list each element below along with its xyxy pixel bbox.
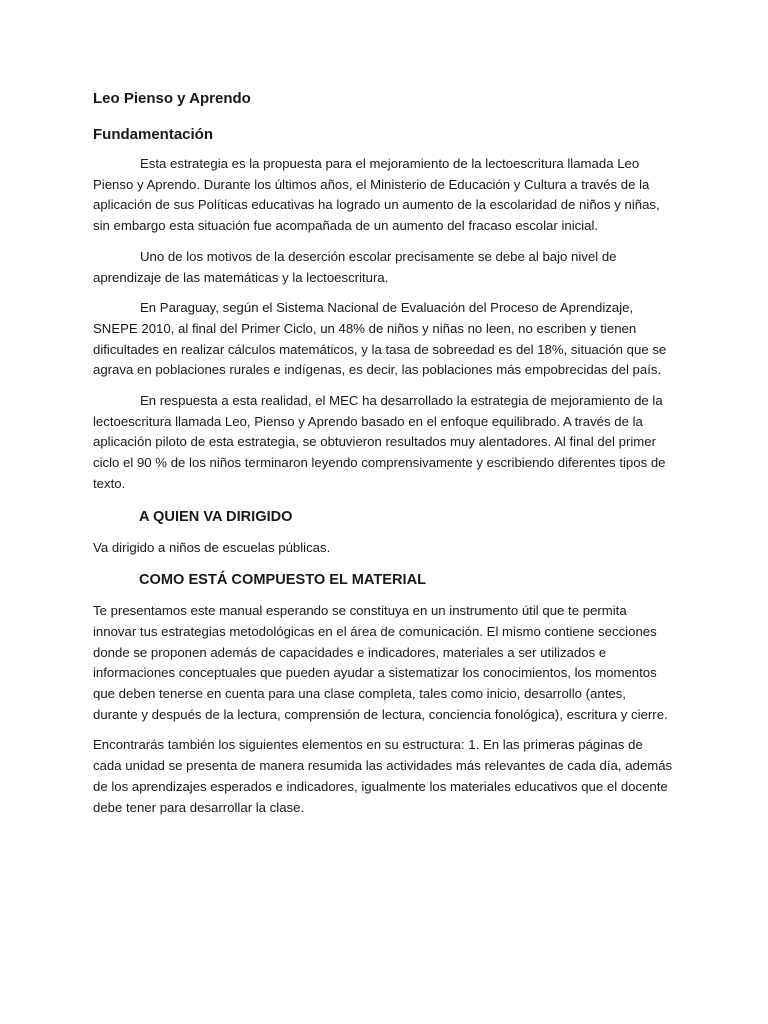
document-title: Leo Pienso y Aprendo (93, 90, 251, 107)
paragraph-desercion: Uno de los motivos de la deserción escolar precisamente se debe al bajo nivel de aprendizaje de las matemáticas y la lectoescritura. (93, 248, 617, 285)
paragraph-respuesta: En respuesta a esta realidad, el MEC ha desarrollado la estrategia de mejoramiento de la lectoescritura llamada Leo, Pienso y Aprendo basado en el enfoque equilibrado. A través de la aplicación piloto de esta estrategia, se obtuvieron resultados muy alentadores. Al final del primer ciclo el 90 % de los niños terminaron leyendo comprensivamente y escribiendo diferentes tipos de texto. (93, 393, 666, 491)
document-body (93, 88, 673, 828)
heading-a-quien-va-dirigido: A QUIEN VA DIRIGIDO (139, 508, 293, 525)
paragraph-estructura: Encontrarás también los siguientes elementos en su estructura: 1. En las primeras páginas de cada unidad se presenta de manera resumida las actividades más relevantes de cada día, además de los aprendizajes esperados e indicadores, igualmente los materiales educativos que el docente debe tener para desarrollar la clase. (93, 737, 673, 815)
paragraph-manual: Te presentamos este manual esperando se constituya en un instrumento útil que te permita innovar tus estrategias metodológicas en el área de comunicación. El mismo contiene secciones donde se proponen además de capacidades e indicadores, materiales a ser utilizados e informaciones conceptuales que pueden ayudar a sistematizar los conocimientos, los momentos que deben tenerse en cuenta para una clase completa, tales como inicio, desarrollo (antes, durante y después de la lectura, comprensión de lectura, conciencia fonológica), escritura y cierre. (93, 603, 668, 722)
section-subtitle: Fundamentación (93, 126, 214, 143)
paragraph-dirigido: Va dirigido a niños de escuelas públicas. (93, 539, 331, 555)
paragraph-intro: Esta estrategia es la propuesta para el mejoramiento de la lectoescritura llamada Leo Pienso y Aprendo. Durante los últimos años, el Ministerio de Educación y Cultura a través de la aplicación de sus Políticas educativas ha logrado un aumento de la escolaridad de niños y niñas, sin embargo esta situación fue acompañada de un aumento del fracaso escolar inicial. (93, 156, 660, 234)
heading-como-esta-compuesto: COMO ESTÁ COMPUESTO EL MATERIAL (139, 572, 427, 589)
paragraph-paraguay: En Paraguay, según el Sistema Nacional de Evaluación del Proceso de Aprendizaje, SNEPE 2010, al final del Primer Ciclo, un 48% de niños y niñas no leen, no escriben y tienen dificultades en realizar cálculos matemáticos, y la tasa de sobreedad es del 18%, situación que se agrava en poblaciones rurales e indígenas, es decir, las poblaciones más empobrecidas del país. (93, 300, 667, 378)
